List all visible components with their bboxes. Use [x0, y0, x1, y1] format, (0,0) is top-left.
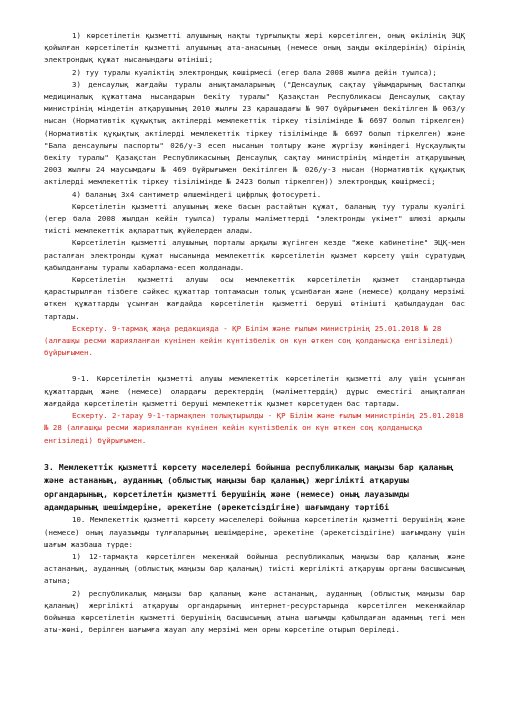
section3-paragraph-1: 1) 12-тармақта көрсетілген мекенжай бойынша республикалық маңызы бар қаланың және астананың, ауданның (облыстық маңызы бар қаланың) тиісті жергілікті атқарушы органы басшысының атына; [44, 551, 465, 586]
section3-paragraph-10: 10. Мемлекеттік қызметті көрсету мәселелері бойынша көрсетілетін қызметті берушінің және (немесе) оның лауазымды тұлғаларының шешімдеріне, әрекетіне (әрекетсіздігіне) шағымдану үшін шағым жазбаша түрде: [44, 515, 465, 549]
paragraph-item-1: 1) көрсетілетін қызметті алушының нақты тұрғылықты жері көрсетілген, оның өкілінің ЭЦҚ қойылған көрсетілетін қызметті алушының ата-анасының (немесе оның заңды өкілдерінің) бірінің электрондық құжат нысанындағы өтініші; [44, 31, 465, 65]
paragraph-identity-docs: Көрсетілетін қызметті алушының жеке басын растайтын құжат, баланың туу туралы куәлігі (егер бала 2008 жылдан кейін туылса) туралы мәліметтерді "электронды үкімет" шлюзі арқылы тиісті мемлекеттік ақпараттық жүйелерден алады. [44, 201, 465, 236]
section3-paragraph-2: 2) республикалық маңызы бар қаланың және астананың, ауданның (облыстық маңызы бар қаланың) жергілікті атқарушы органдарының интернет-ресурстарында көрсетілген мекенжайлар бойынша көрсетілетін қызметті берушінің басшысының атына шағымды қабылдаған адамның тегі мен аты-жөні, берілген шағымға жауап алу мерзімі мен орны көрсетіле отырып беріледі. [44, 588, 465, 635]
paragraph-item-2: 2) туу туралы куәліктің электрондық көшірмесі (егер бала 2008 жылға дейін туылса); [72, 67, 437, 77]
amendment-note-1[interactable]: Ескерту. 9-тармақ жаңа редакцияда - ҚР Білім және ғылым министрінің 25.01.2018 № 28 (алғашқы ресми жарияланған күнінен кейін күнтізбелік он күн өткен соң қолданысқа енгізіледі) бұйрығымен. [44, 323, 454, 358]
paragraph-portal-notice: Көрсетілетін қызметті алушының порталы арқылы жүгінген кезде "жеке кабинетіне" ЭЦҚ-мен расталған электронды құжат нысанында мемлекеттік көрсетілетін қызмет көрсету үшін сұратудың қабылданғаны туралы хабарлама-есеп жолданады. [44, 238, 465, 272]
paragraph-9-1: 9-1. Көрсетілетін қызметті алушы мемлекеттік көрсетілетін қызметті алу үшін ұсынған құжаттардың және (немесе) олардағы деректердің (мәліметтердің) дұрыс еместігі анықталған жағдайда көрсетілетін қызметті беруші мемлекеттік қызмет көрсетуден бас тартады. [44, 374, 465, 408]
paragraph-item-3: 3) денсаулық жағдайы туралы анықтамаларының ("Денсаулық сақтау ұйымдарының бастапқы медициналық құжаттама нысандарын бекіту туралы" Қазақстан Республикасы Денсаулық сақтау министрінің міндетін атқарушының 2010 жылғы 23 қарашадағы № 907 бұйрығымен бекітілген № 063/у нысан (Нормативтік құқықтық актілерді мемлекеттік тіркеу тізілімінде № 6697 болып тіркелген) (Нормативтік құқықтық актілерді мемлекеттік тіркеу тізілімінде № 6697 болып тіркелген) және "Бала денсаулығы паспорты" 026/у-3 есеп нысанын толтыру және жүргізу жөніндегі Нұсқаулықты бекіту туралы" Қазақстан Республикасының Денсаулық сақтау министрінің міндетін атқарушының 2003 жылғы 24 маусымдағы № 469 бұйрығымен бекітілген № 026/у-3 нысан (Нормативтік құқықтық актілерді мемлекеттік тіркеу тізілімінде № 2423 болып тіркелген)) электрондық көшірмесі; [44, 79, 465, 187]
amendment-note-2[interactable]: Ескерту. 2-тарау 9-1-тармақпен толықтырылды - ҚР Білім және ғылым министрінің 25.01.2018 № 28 (алғашқы ресми жарияланған күнінен кейін күнтізбелік он күн өткен соң қолданысқа енгізіледі) бұйрығымен. [44, 411, 464, 445]
spacer [44, 447, 465, 461]
spacer [44, 359, 465, 373]
paragraph-refusal: Көрсетілетін қызметті алушы осы мемлекеттік көрсетілетін қызмет стандартында қарастырылған тізбеге сәйкес құжаттар топтамасын толық ұсынбаған және (немесе) қолдану мерзімі өткен құжаттарды ұсынған жағдайда көрсетілетін қызметті беруші өтінішті қабылдаудан бас тартады. [44, 275, 465, 321]
section-3-heading: 3. Мемлекеттік қызметті көрсету мәселелері бойынша республикалық маңызы бар қаланың және астананың, ауданның (облыстық маңызы бар қаланың) жергілікті атқарушы органдарының, көрсетілетін қызметті берушінің және (немесе) оның лауазымды адамдарының шешімдеріне, әрекетіне (әрекетсіздігіне) шағымдану тәртібі [44, 461, 454, 512]
paragraph-item-4: 4) баланың 3х4 сантиметр өлшеміндегі цифрлық фотосуреті. [72, 189, 322, 199]
